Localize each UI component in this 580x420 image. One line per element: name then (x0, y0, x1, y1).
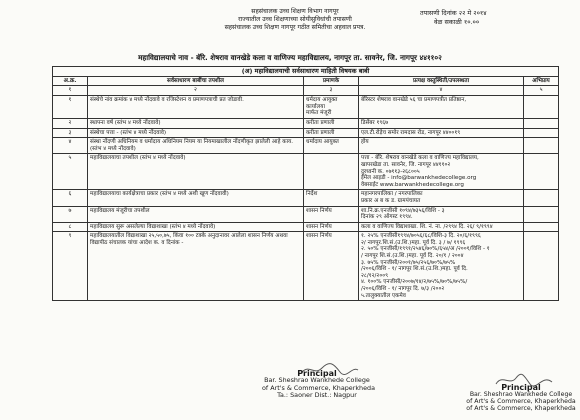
actual-line: २. ५०% एनजीसी/१९९१/२५४६/७०%/६५४/अ /२००१/विशि - १ (361, 246, 490, 253)
standard-line: करीता प्रणाली (306, 129, 335, 136)
row-detail: महाविद्यालयातील विद्याशाखा २५,५०,७५, किंवा १०० टक्के अनुदानावर आलेला शासन निर्णय अथवा विद्यापीठ संचालक यांचा आदेश क. व दिनांक - (88, 232, 304, 301)
actual-line: एल.टी.रोड़ेच समोर रामदास रोड, नागपूर ४४००१९ (361, 129, 461, 136)
row-standard (304, 190, 359, 206)
stamp-line: Bar. Sheshrao Wankhede College (264, 376, 370, 385)
row-actual (359, 190, 524, 206)
row-number: ४ (53, 138, 88, 154)
row-actual (359, 222, 524, 232)
principal-stamp-left (262, 369, 376, 400)
row-remark (524, 190, 559, 206)
row-remark (524, 222, 559, 232)
standard-line: धर्मदाय आयुक्त (306, 97, 338, 104)
table-title: (अ) महाविद्यालयाची सर्वसाधारण माहिती विषयक बाबी (53, 67, 559, 77)
standard-line: निर्देश (306, 191, 318, 198)
table-row (53, 118, 559, 128)
general-info-table (52, 66, 559, 301)
row-remark (524, 138, 559, 154)
stamp-title: Principal (297, 369, 337, 378)
table-row (53, 138, 559, 154)
row-actual (359, 206, 524, 222)
row-standard (304, 118, 359, 128)
actual-line: २/ नागपूर.शि.सं.(उ.शि.)महा. पूर्व दि. ३ / ७/ १९९६ (361, 239, 466, 246)
stamp-line: Bar. Sheshrao Wankhede College (469, 391, 573, 398)
table-row (53, 154, 559, 190)
actual-line: /२००६/विशि - १/ नागपूर शि.सं.(उ.शि.)महा. पूर्व दि. (361, 266, 468, 273)
row-standard (304, 232, 359, 301)
table-header-row (53, 76, 559, 86)
actual-line: ४. १००% एनजीसी/२००७/१४/२/७५%/७०%/७५%/ (361, 279, 468, 286)
row-actual (359, 118, 524, 128)
table-row (53, 128, 559, 138)
row-remark (524, 232, 559, 301)
row-actual (359, 232, 524, 301)
row-detail: संस्थेचा पत्ता - (स्तंभ ४ मध्ये नोंदवावे) (88, 128, 304, 138)
actual-line: /२००६/विशि - १/ नागपूर दि. ७/३ /२००२ (361, 286, 445, 293)
actual-line: होय (361, 139, 369, 146)
actual-line: ५.तालुक्यातील एकमेव (361, 292, 406, 299)
table-body (53, 96, 559, 301)
stamp-line: of Art's & Commerce, Khaperkheda (466, 398, 576, 405)
row-standard (304, 206, 359, 222)
college-name-line: महाविद्यालयाचे नाव - बॅरि. शेषराव वानखेडे कला व वाणिज्य महाविद्यालय, नागपूर ता. सावनेर, जि. नागपूर ४४११०२ (138, 53, 442, 62)
row-remark (524, 154, 559, 190)
row-actual (359, 128, 524, 138)
row-number: ६ (53, 190, 88, 206)
actual-line: वेबसाईट www.barwankhedecollege.org (361, 181, 464, 188)
standard-line: शासन निर्णय (306, 207, 332, 214)
stamp-title: Principal (501, 383, 541, 392)
standard-line: मार्फत मंजूरी (306, 110, 332, 117)
actual-line: शा.नि.क्र.एनजीसी १०९४/७३५६/विशि - ३ (361, 207, 445, 214)
standard-line: धर्मादाय आयुक्त (306, 139, 339, 146)
column-header: अभिप्राय (524, 76, 559, 86)
row-standard (304, 128, 359, 138)
column-header: प्रमाणके (304, 76, 359, 86)
row-number: ८ (53, 222, 88, 232)
row-number: ९ (53, 232, 88, 301)
inspection-time: वेळ सकाळी १०.०० (434, 18, 480, 26)
table-row (53, 232, 559, 301)
row-actual (359, 138, 524, 154)
actual-line: १. २५% एनजीसी१९९४/७०५६/६८/विशि-३ दि. २०/६/१९९६ (361, 233, 481, 240)
actual-line: / नागपूर शि.सं.(उ.शि.)महा. पूर्व दि. २०/१ / २००४ (361, 253, 464, 260)
table-row (53, 222, 559, 232)
column-number: ५ (524, 86, 559, 96)
column-number: ३ (304, 86, 359, 96)
stamp-line: Ta.: Saoner Dist.: Nagpur (277, 391, 357, 400)
row-detail: महाविद्यालय सुरू असलेल्या विद्याशाखा (स्तंभ ४ मध्ये नोंदवावे) (88, 222, 304, 232)
row-remark (524, 96, 559, 119)
row-remark (524, 118, 559, 128)
column-number: १ (53, 86, 88, 96)
row-number: ३ (53, 128, 88, 138)
actual-line: दिनांक २९ ऑगस्ट १९९४. (361, 214, 413, 221)
column-number: ४ (359, 86, 524, 96)
row-detail: महाविद्यालयाचा कार्यक्षेत्राचा प्रकार (स्तंभ ४ मध्ये अशी खूण नोंदवावी) (88, 190, 304, 206)
table-row (53, 190, 559, 206)
header-line-2: राज्यातील उच्च शिक्षणाच्या सोयीसुविधांची तपासणी (238, 16, 352, 23)
table-row (53, 96, 559, 119)
inspection-date: तपासणी दिनांक २२ मे २०१४ (420, 9, 487, 17)
table-row (53, 206, 559, 222)
column-header: अ.क्र. (53, 76, 88, 86)
row-detail: महाविद्यालय मंजूरीचा तपशील (88, 206, 304, 222)
standard-line: शासन निर्णय (306, 233, 332, 240)
actual-line: ईमेल आइडी - info@barwankhedecollege.org (361, 175, 477, 182)
row-number: १ (53, 96, 88, 119)
row-number: ५ (53, 154, 88, 190)
stamp-line: of Art's & Commerce, Khaperkheda (466, 405, 576, 412)
column-header: प्रत्यक्ष वस्तुस्थिती/उपलब्धता (359, 76, 524, 86)
row-standard (304, 222, 359, 232)
standard-line: कार्यालया (306, 103, 325, 110)
row-remark (524, 206, 559, 222)
actual-line: कला व वाणिज्य विद्याशाखा. शि. नं. ना. /२९९४ दि. २६/ ९/१९९४ (361, 223, 493, 230)
row-detail: स्थापना वर्ष (स्तंभ ४ मध्ये नोंदवावे) (88, 118, 304, 128)
row-detail: संस्थेचे नांव क्रमांक ४ मध्ये नोंदवावे व रजिस्टेशन व प्रमाणपत्राची प्रत जोडावी. (88, 96, 304, 119)
row-remark (524, 128, 559, 138)
actual-line: खापरखेडा ता. सावनेर, जि. नागपूर ४४११०२ (361, 161, 451, 168)
table-title-row (53, 67, 559, 77)
actual-line: ३. ७५% एनजीसी/२००१/७५/२५६/७०%/७५% (361, 259, 456, 266)
header-line-3: सहसंचालक उच्च शिक्षण नागपूर गठीत समितीचा अहवाल प्रपत्र. (224, 24, 366, 31)
stamp-line: of Art's & Commerce, Khaperkheda (262, 383, 376, 392)
row-detail: महाविद्यालयाचा तपशील (स्तंभ ४ मध्ये नोंदवावे) (88, 154, 304, 190)
column-number: २ (88, 86, 304, 96)
row-number: ७ (53, 206, 88, 222)
actual-line: महानगरपालिका / नगरपालिका (361, 191, 423, 198)
row-actual (359, 154, 524, 190)
row-number: २ (53, 118, 88, 128)
principal-stamp-right (466, 384, 576, 412)
row-detail: संस्था नोंदणी अधिनियम व धर्मादाय अधिनियम नियम या नियमाखालील नोंदणीकृत झालेली आहे काय. (स्तंभ ४ मध्ये नोंदवावे) (88, 138, 304, 154)
actual-line: बॅरिस्टर शेषराव वानखेडे ५६ चा प्रमाणपत्रीत प्रतिष्ठान, (361, 97, 467, 104)
row-actual (359, 96, 524, 119)
actual-line: २८/१२/२००९ (361, 272, 389, 279)
row-standard (304, 138, 359, 154)
row-standard (304, 96, 359, 119)
actual-line: प्रकार अ ब क ड. ग्रामपंचायत (361, 197, 421, 204)
header-line-1: सहसंचालक उच्च शिक्षण विभाग नागपूर (251, 8, 339, 15)
actual-line: दुरध्वनी क. ०७११३-२६८००५ (361, 168, 420, 175)
standard-line: करीता प्रणाली (306, 119, 335, 126)
row-standard (304, 154, 359, 190)
actual-line: डिसेंबर १९६७ (361, 119, 389, 126)
column-header: सर्वसाधारण बाबींचा तपशील (88, 76, 304, 86)
column-number-row (53, 86, 559, 96)
actual-line: पत्ता - बॅरि. शेषराव वानखेडे कला व वाणिज्य महाविद्यालय, (361, 155, 479, 162)
standard-line: शासन निर्णय (306, 223, 332, 230)
